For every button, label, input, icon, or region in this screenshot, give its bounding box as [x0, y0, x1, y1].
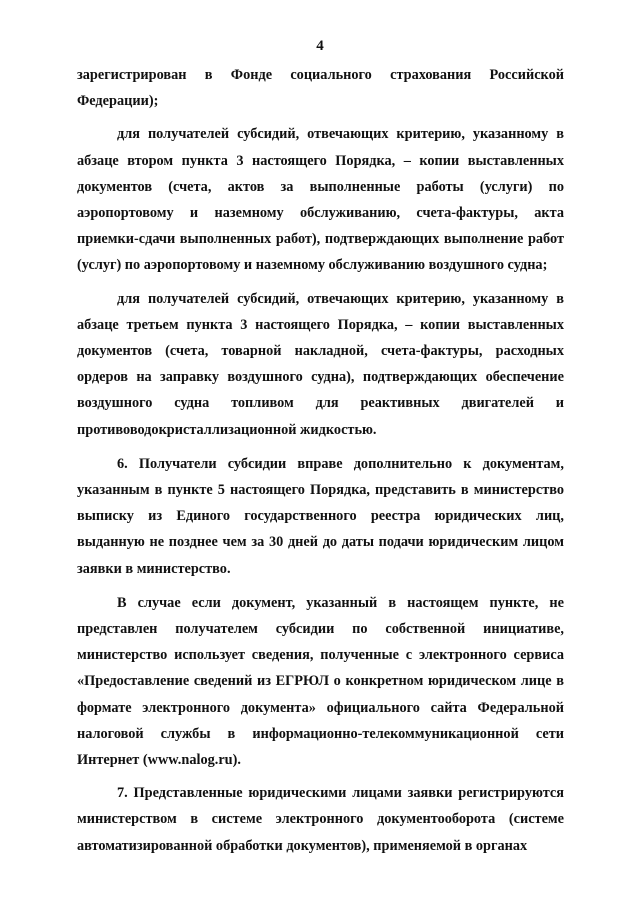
paragraph-airport-services: для получателей субсидий, отвечающих критерию, указанному в абзаце втором пункта 3 настоящего Порядка, – копии выставленных документов (счета, актов за выполненные работы (услуги) по аэропортовому и наземному обслуживанию, счета-фактуры, акта приемки-сдачи выполненных работ), подтверждающих выполнение работ (услуг) по аэропортовому и наземному обслуживанию воздушного судна; — [77, 126, 564, 274]
paragraph-fuel-supply: для получателей субсидий, отвечающих критерию, указанному в абзаце третьем пункта 3 настоящего Порядка, – копии выставленных документов (счета, товарной накладной, счета-фактуры, расходных ордеров на заправку воздушного судна), подтверждающих обеспечение воздушного судна топливом для реактивных двигателей и противоводокристаллизационной жидкостью. — [77, 290, 564, 438]
paragraph-item-6: 6. Получатели субсидии вправе дополнительно к документам, указанным в пункте 5 настоящего Порядка, представить в министерство выписку из Единого государственного реестра юридических лиц, выданную не позднее чем за 30 дней до даты подачи юридическим лицом заявки в министерство. — [77, 455, 564, 577]
paragraph-egrul-service: В случае если документ, указанный в настоящем пункте, не представлен получателем субсидии по собственной инициативе, министерство использует сведения, полученные с электронного сервиса «Предоставление сведений из ЕГРЮЛ о конкретном юридическом лице в формате электронного документа» официального сайта Федеральной налоговой службы в информационно-телекоммуникационной сети Интернет (www.nalog.ru). — [77, 594, 564, 769]
page-number: 4 — [316, 38, 324, 54]
document-body — [77, 62, 564, 859]
paragraph-item-7: 7. Представленные юридическими лицами заявки регистрируются министерством в системе электронного документооборота (системе автоматизированной обработки документов), применяемой в органах — [77, 785, 564, 854]
paragraph-continuation: зарегистрирован в Фонде социального страхования Российской Федерации); — [77, 67, 564, 110]
